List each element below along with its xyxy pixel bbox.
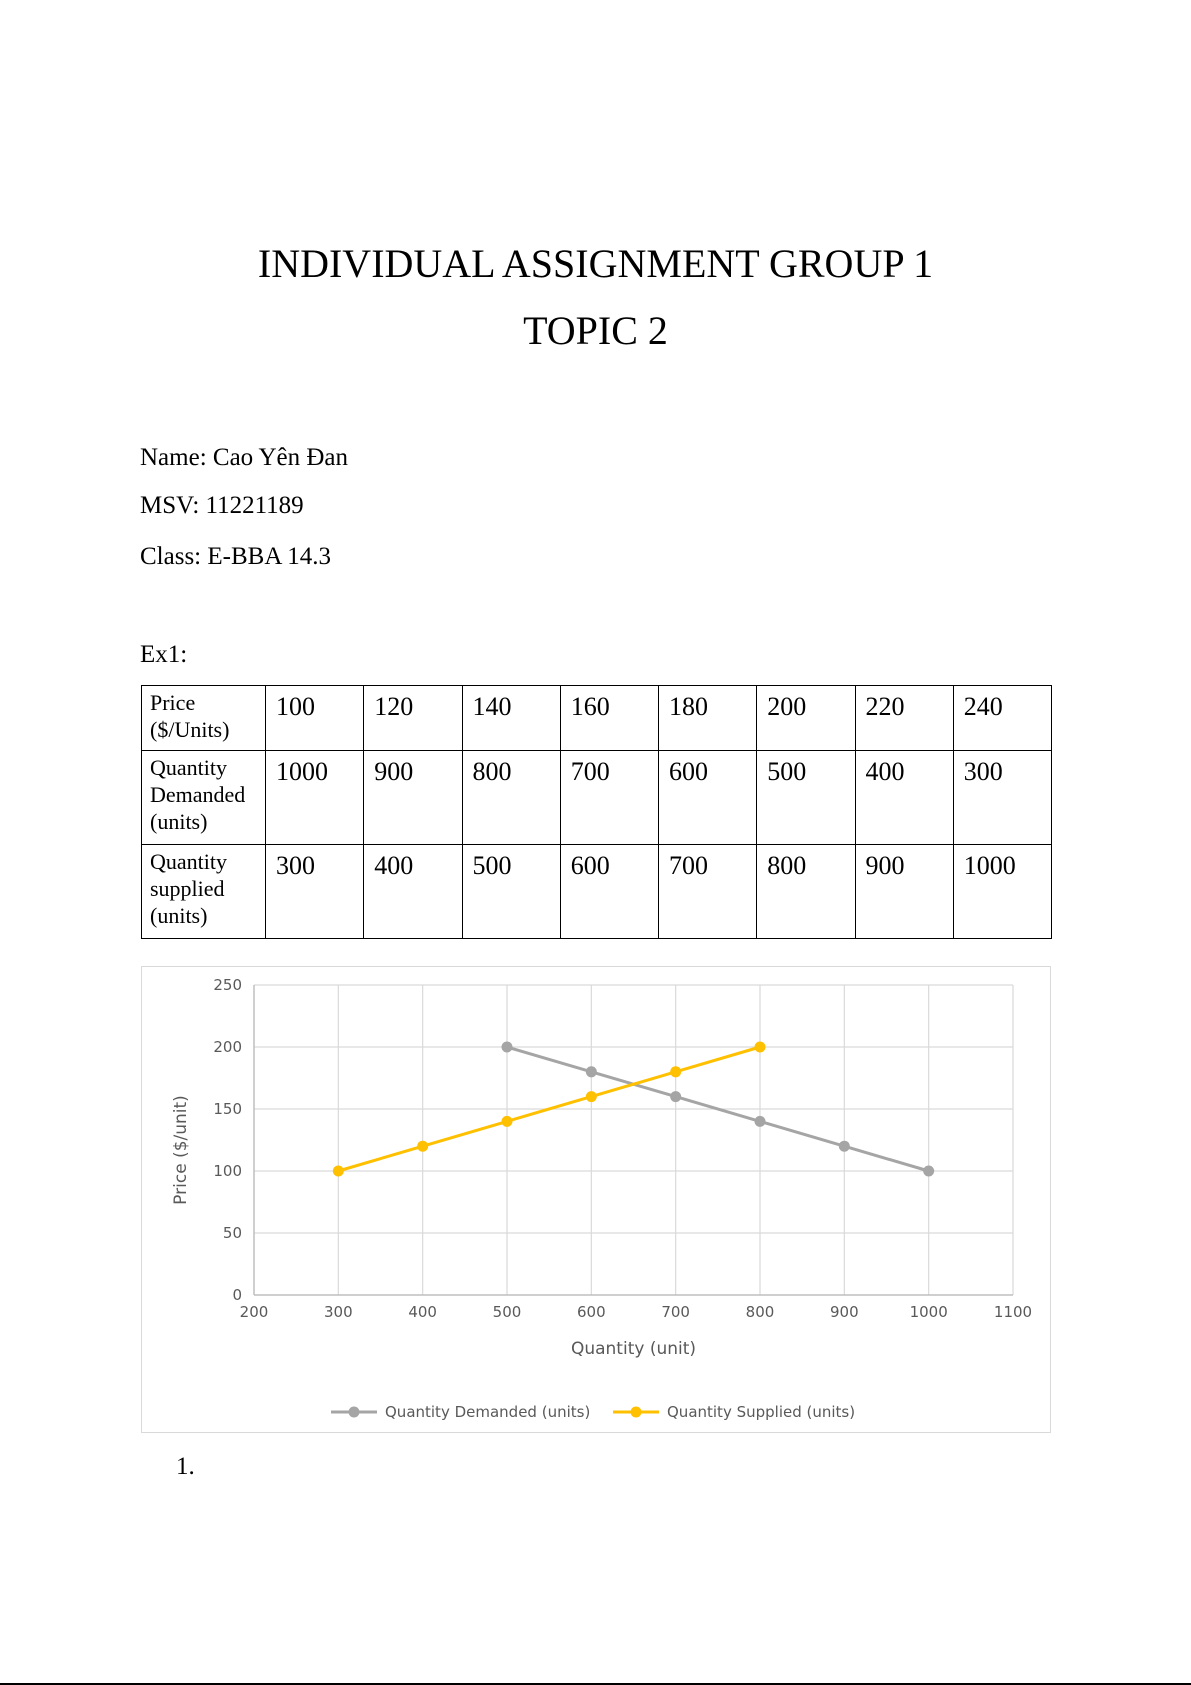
- table-cell: 400: [364, 845, 462, 939]
- table-cell: 700: [560, 751, 658, 845]
- data-point: [670, 1091, 681, 1102]
- table-cell: 300: [266, 845, 364, 939]
- table-cell: 160: [560, 686, 658, 751]
- y-axis-label: Price ($/unit): [171, 1095, 191, 1205]
- student-name: Name: Cao Yên Đan: [140, 444, 349, 471]
- x-tick-label: 600: [577, 1303, 606, 1321]
- table-cell: 900: [364, 751, 462, 845]
- data-point: [417, 1141, 428, 1152]
- supply-demand-chart: [141, 966, 1051, 1433]
- table-cell: 500: [462, 845, 560, 939]
- data-point: [923, 1166, 934, 1177]
- data-point: [839, 1141, 850, 1152]
- y-tick-label: 50: [222, 1224, 242, 1242]
- student-id: MSV: 11221189: [140, 492, 304, 519]
- table-cell: 1000: [266, 751, 364, 845]
- table-cell: 100: [266, 686, 364, 751]
- data-point: [502, 1042, 513, 1053]
- data-point: [755, 1116, 766, 1127]
- table-cell: 600: [560, 845, 658, 939]
- data-point: [755, 1042, 766, 1053]
- table-cell: 900: [855, 845, 953, 939]
- table-cell: 140: [462, 686, 560, 751]
- x-tick-label: 800: [745, 1303, 775, 1321]
- x-tick-label: 200: [239, 1303, 269, 1321]
- legend-swatch-marker: [349, 1407, 360, 1418]
- y-tick-label: 250: [213, 976, 242, 994]
- data-point: [333, 1166, 344, 1177]
- table-cell: 700: [659, 845, 757, 939]
- table-cell: 600: [659, 751, 757, 845]
- data-point: [502, 1116, 513, 1127]
- table-cell: 200: [757, 686, 855, 751]
- row-header: Quantity Demanded (units): [142, 751, 266, 845]
- legend-label: Quantity Demanded (units): [385, 1403, 591, 1421]
- exercise-label: Ex1:: [140, 641, 188, 668]
- y-tick-label: 100: [213, 1162, 242, 1180]
- table-cell: 300: [953, 751, 1051, 845]
- table-cell: 220: [855, 686, 953, 751]
- row-header: Quantity supplied (units): [142, 845, 266, 939]
- table-cell: 180: [659, 686, 757, 751]
- y-tick-label: 150: [213, 1100, 242, 1118]
- x-tick-label: 700: [661, 1303, 690, 1321]
- table-cell: 800: [757, 845, 855, 939]
- table-row-supply: [142, 845, 1052, 939]
- x-tick-label: 900: [830, 1303, 859, 1321]
- legend-label: Quantity Supplied (units): [667, 1403, 856, 1421]
- table-row-price: [142, 686, 1052, 751]
- data-point: [670, 1066, 681, 1077]
- y-tick-label: 200: [213, 1038, 242, 1056]
- row-header: Price ($/Units): [142, 686, 266, 751]
- legend-swatch-marker: [631, 1407, 642, 1418]
- data-point: [586, 1066, 597, 1077]
- table-cell: 500: [757, 751, 855, 845]
- table-cell: 800: [462, 751, 560, 845]
- chart-frame: [142, 967, 1051, 1433]
- x-tick-label: 1100: [993, 1303, 1033, 1321]
- list-number: 1.: [176, 1453, 195, 1480]
- table-row-demand: [142, 751, 1052, 845]
- x-tick-label: 300: [324, 1303, 353, 1321]
- supply-demand-table: [141, 685, 1052, 939]
- x-axis-label: Quantity (unit): [570, 1339, 697, 1359]
- student-class: Class: E-BBA 14.3: [140, 543, 331, 570]
- x-tick-label: 1000: [909, 1303, 948, 1321]
- table-cell: 120: [364, 686, 462, 751]
- table-cell: 1000: [953, 845, 1051, 939]
- data-point: [586, 1091, 597, 1102]
- y-tick-label: 0: [232, 1286, 242, 1304]
- x-tick-label: 400: [408, 1303, 437, 1321]
- table-cell: 240: [953, 686, 1051, 751]
- x-tick-label: 500: [492, 1303, 522, 1321]
- table-cell: 400: [855, 751, 953, 845]
- document-title: INDIVIDUAL ASSIGNMENT GROUP 1: [257, 241, 934, 286]
- document-subtitle: TOPIC 2: [523, 308, 668, 353]
